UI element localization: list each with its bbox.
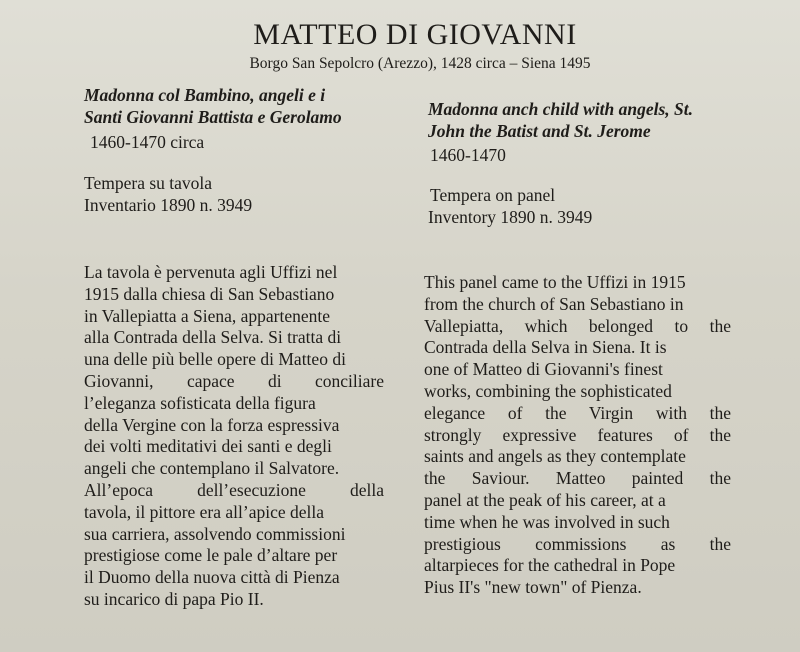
english-body-line: the Saviour. Matteo painted the bbox=[424, 468, 731, 489]
english-body-line: This panel came to the Uffizi in 1915 bbox=[424, 272, 686, 292]
italian-body-line: La tavola è pervenuta agli Uffizi nel bbox=[84, 262, 338, 282]
english-body-line: works, combining the sophisticated bbox=[424, 380, 672, 401]
english-medium: Tempera on panel bbox=[430, 185, 556, 205]
italian-body-line: 1915 dalla chiesa di San Sebastiano bbox=[84, 283, 335, 304]
english-body-line: one of Matteo di Giovanni's finest bbox=[424, 359, 663, 380]
english-body-line: Pius II's "new town" of Pienza. bbox=[424, 577, 642, 598]
english-body-line: time when he was involved in such bbox=[424, 511, 670, 532]
english-body-line: Contrada della Selva in Siena. It is bbox=[424, 337, 667, 358]
english-body-line: elegance of the Virgin with the bbox=[424, 402, 731, 423]
italian-body-line: in Vallepiatta a Siena, appartenente bbox=[84, 305, 331, 326]
english-title-line: Madonna anch child with angels, St. bbox=[428, 99, 694, 119]
english-title-line: John the Batist and St. Jerome bbox=[428, 121, 651, 141]
english-body-line: Vallepiatta, which belonged to the bbox=[424, 315, 731, 336]
artist-dates: Borgo San Sepolcro (Arezzo), 1428 circa – Siena 1495 bbox=[249, 55, 591, 72]
english-body-line: strongly expressive features of the bbox=[424, 424, 731, 445]
italian-body bbox=[84, 262, 384, 611]
italian-body-line: All’epoca dell’esecuzione della bbox=[84, 479, 384, 500]
artist-name: MATTEO DI GIOVANNI bbox=[253, 18, 577, 51]
italian-title bbox=[84, 84, 342, 128]
italian-title-line: Santi Giovanni Battista e Gerolamo bbox=[84, 107, 342, 127]
english-date: 1460-1470 bbox=[430, 145, 506, 165]
italian-medium: Tempera su tavola bbox=[84, 173, 213, 193]
italian-body-line: angeli che contemplano il Salvatore. bbox=[84, 458, 340, 479]
italian-inventory: Inventario 1890 n. 3949 bbox=[84, 195, 253, 215]
italian-body-line: tavola, il pittore era all’apice della bbox=[84, 501, 325, 522]
english-body-line: altarpieces for the cathedral in Pope bbox=[424, 555, 676, 576]
italian-date: 1460-1470 circa bbox=[90, 132, 205, 152]
italian-body-line: dei volti meditativi dei santi e degli bbox=[84, 436, 332, 457]
english-body-line: saints and angels as they contemplate bbox=[424, 446, 686, 467]
italian-body-line: prestigiose come le pale d’altare per bbox=[84, 545, 338, 566]
italian-body-line: su incarico di papa Pio II. bbox=[84, 588, 264, 609]
english-title bbox=[428, 98, 693, 142]
italian-body-line: sua carriera, assolvendo commissioni bbox=[84, 523, 346, 544]
italian-body-line: Giovanni, capace di conciliare bbox=[84, 370, 384, 391]
label-header bbox=[0, 18, 800, 74]
english-body bbox=[424, 272, 731, 599]
italian-body-line: alla Contrada della Selva. Si tratta di bbox=[84, 327, 342, 348]
italian-body-line: l’eleganza sofisticata della figura bbox=[84, 392, 316, 413]
english-body-line: panel at the peak of his career, at a bbox=[424, 489, 666, 510]
italian-body-line: della Vergine con la forza espressiva bbox=[84, 414, 340, 435]
italian-body-line: una delle più belle opere di Matteo di bbox=[84, 349, 346, 370]
italian-body-line: il Duomo della nuova città di Pienza bbox=[84, 567, 340, 588]
italian-title-line: Madonna col Bambino, angeli e i bbox=[84, 85, 326, 105]
english-body-line: from the church of San Sebastiano in bbox=[424, 293, 684, 314]
english-inventory: Inventory 1890 n. 3949 bbox=[428, 207, 593, 227]
english-body-line: prestigious commissions as the bbox=[424, 533, 731, 554]
